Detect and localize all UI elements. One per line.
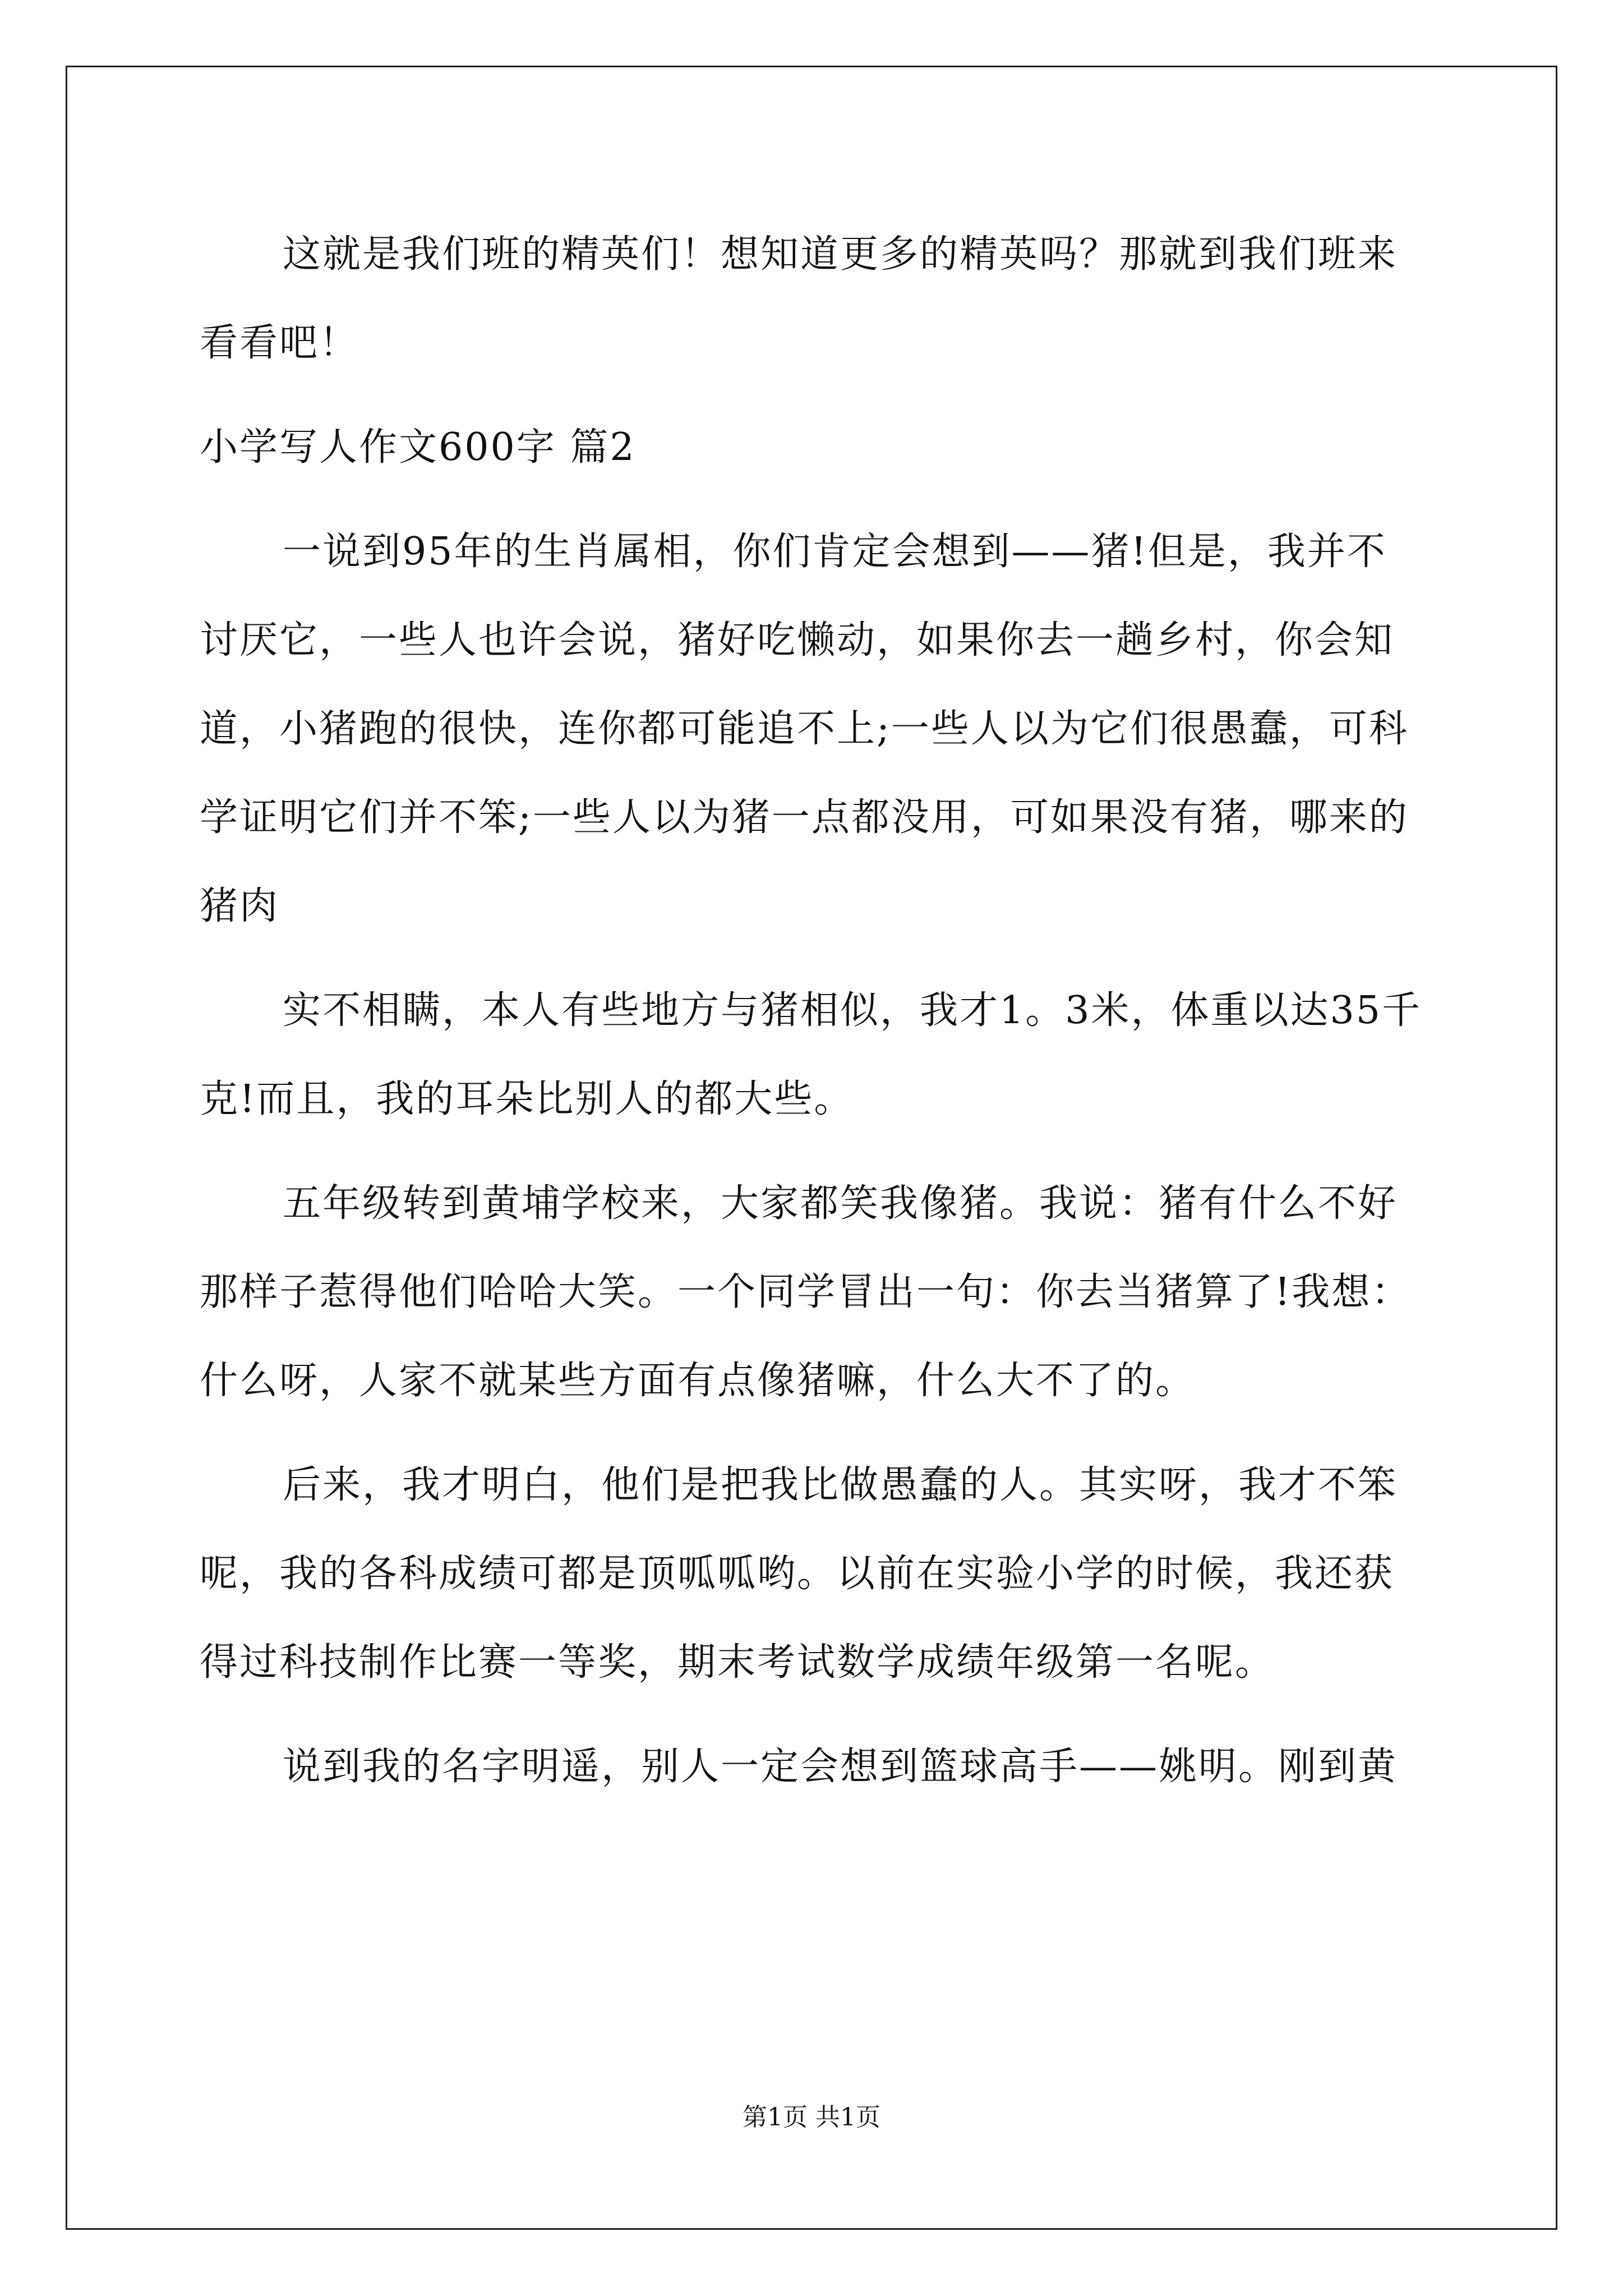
paragraph: 说到我的名字明遥，别人一定会想到篮球高手——姚明。刚到黄 xyxy=(283,1745,1398,1789)
page-footer: 第1页 共1页 xyxy=(743,2103,880,2132)
paragraph: 五年级转到黄埔学校来，大家都笑我像猪。我说：猪有什么不好那样子惹得他们哈哈大笑。一个同学冒出一句：你去当猪算了!我想：什么呀，人家不就某些方面有点像猪嘛，什么大不了的。 xyxy=(200,1181,1412,1403)
paragraph: 后来，我才明白，他们是把我比做愚蠢的人。其实呀，我才不笨呢，我的各科成绩可都是顶呱呱哟。以前在实验小学的时候，我还获得过科技制作比赛一等奖，期末考试数学成绩年级第一名呢。 xyxy=(200,1463,1398,1685)
section-heading: 小学写人作文600字 篇2 xyxy=(200,425,636,470)
paragraph: 这就是我们班的精英们！想知道更多的精英吗？那就到我们班来看看吧！ xyxy=(200,232,1398,365)
paragraph: 一说到95年的生肖属相，你们肯定会想到——猪!但是，我并不讨厌它，一些人也许会说，猪好吃懒动，如果你去一趟乡村，你会知道，小猪跑的很快，连你都可能追不上;一些人以为它们很愚蠢，可科学证明它们并不笨;一些人以为猪一点都没用，可如果没有猪，哪来的猪肉 xyxy=(200,530,1409,928)
paragraph: 实不相瞒，本人有些地方与猪相似，我才1。3米，体重以达35千克!而且，我的耳朵比别人的都大些。 xyxy=(200,988,1422,1121)
document-body xyxy=(200,210,1422,1827)
